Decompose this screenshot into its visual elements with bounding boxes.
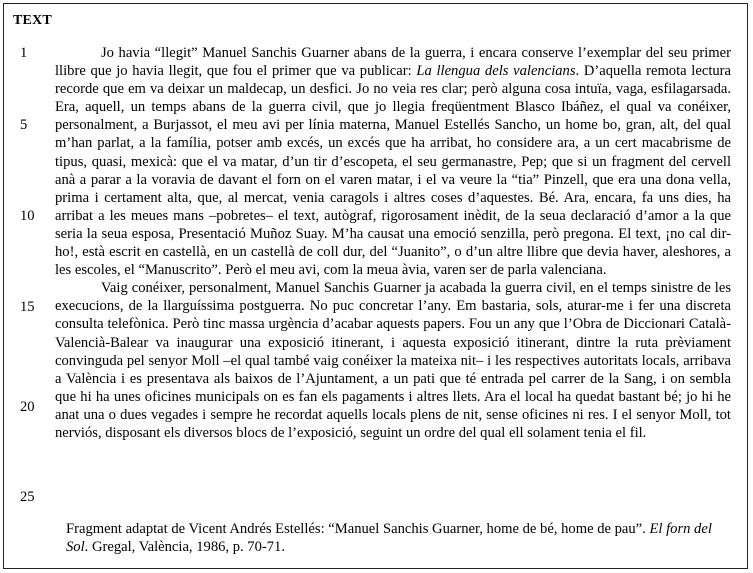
source-caption (66, 520, 734, 556)
paragraph-1 (55, 44, 731, 279)
paragraph-2: Vaig conéixer, personalment, Manuel Sanchis Guarner ja acabada la guerra civil, en el temps sinistre de les execucions, de la llarguíssima postguerra. No puc concretar l’any. Em bastaria, sols, aturar-me i fer una discreta consulta telefònica. Però tinc massa urgència d’acabar aquests papers. Fou un any que l’Obra de Diccionari Català-Valencià-Balear va inaugurar una exposició itinerant, i aquesta exposició itinerant, dintre la ruta prèviament convinguda pel senyor Moll –el qual també vaig conéixer la mateixa nit– i les respectives autoritats locals, arribava a València i es presentava als baixos de l’Ajuntament, a un pati que té entrada pel carrer de la Sang, i on sembla que hi ha unes oficines municipals on es fan els pagaments i altres llets. Ara el local ha quedat bastant bé; jo hi he anat una o dues vegades i sempre he recordat aquells locals plens de nit, sense oficines ni res. I el senyor Moll, tot nerviós, disposant els diversos blocs de l’exposició, seguint un ordre del qual ell solament tenia el fil. (55, 280, 731, 441)
line-number-20: 20 (20, 399, 35, 415)
line-number-5: 5 (20, 117, 28, 133)
line-number-10: 10 (20, 208, 35, 224)
section-heading: TEXT (13, 13, 52, 28)
body-text (55, 44, 731, 442)
book-title-italic: La llengua dels valencians (416, 63, 576, 80)
caption-part-1: Fragment adaptat de Vicent Andrés Estellés: “Manuel Sanchis Guarner, home de bé, home de pau”. (66, 521, 650, 537)
line-number-25: 25 (20, 489, 35, 505)
paragraph-1-part-1: Jo havia “llegit” Manuel Sanchis Guarner abans de la guerra, i encara conserve l’exemplar del seu primer llibre que jo havia llegit, que fou el primer que va publicar: (55, 45, 731, 80)
caption-book-title: El forn del Sol (66, 521, 712, 556)
line-number-1: 1 (20, 45, 28, 61)
caption-part-2: . Gregal, València, 1986, p. 70-71. (84, 539, 285, 556)
paragraph-1-part-2: . D’aquella remota lectura recorde que em va deixar un maldecap, un desfici. Jo no veia res clar; però alguna cosa intuïa, vaga, esfilagarsada. Era, aquell, un temps abans de la guerra civil, que jo llegia freqüentment Blasco Ibáñez, el qual va conéixer, personalment, a Burjassot, el meu avi per línia materna, Manuel Estellés Sancho, un home bo, gran, alt, del qual m’han parlat, a la família, potser amb excés, un excés que ha arribat, ho considere ara, a un cert macabrisme de tipus, quasi, mexicà: que el va matar, d’un tir d’escopeta, el seu germanastre, Pep; que si un fragment del cervell anà a parar a la voravia de davant el forn on el varen matar, i el va veure la “tia” Pinzell, que era una dona vella, prima i certament alta, que, al mercat, venia caragols i altres coses d’aquestes. Bé. Ara, encara, fa uns dies, ha arribat a les meues mans –pobretes– el text, autògraf, rigorosament inèdit, de la seua declaració d’amor a la que seria la seua esposa, Presentació Muñoz Suay. M’ha causat una emoció senzilla, però pregona. El text, ¡no cal dir-ho!, està escrit en castellà, en un castellà de coll dur, del “Juanito”, o d’un altre llibre que devia haver, aleshores, a les escoles, el “Manuscrito”. Però el meu avi, com la meua àvia, varen ser de parla valenciana. (55, 63, 732, 279)
line-number-15: 15 (20, 299, 35, 315)
